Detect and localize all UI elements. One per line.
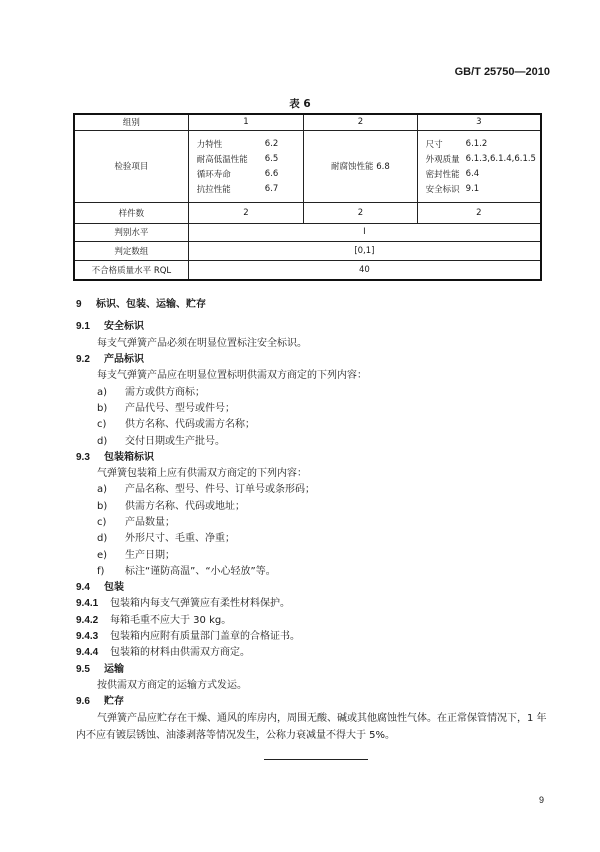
list-item: a) 需方或供方商标；	[97, 386, 205, 398]
end-rule	[264, 759, 368, 760]
table-item: 外观质量 6.1.3,6.1.4,6.1.5	[425, 153, 536, 165]
list-item: d) 外形尺寸、毛重、净重；	[97, 533, 235, 545]
paragraph: 每支气弹簧产品必须在明显位置标注安全标识。	[97, 337, 307, 349]
paragraph: 每支气弹簧产品应在明显位置标明供需双方商定的下列内容：	[97, 370, 367, 382]
array-label: 判定数组	[74, 241, 188, 260]
section-heading: 9.3 包装箱标识	[76, 451, 154, 463]
list-item: a) 产品名称、型号、件号、订单号或条形码；	[97, 484, 315, 496]
group-1-header: 1	[188, 114, 303, 130]
paragraph: 气弹簧包装箱上应有供需双方商定的下列内容：	[97, 468, 307, 480]
table-item: 力特性 6.2	[196, 138, 279, 150]
section-heading: 9.4 包装	[76, 582, 124, 594]
section-heading: 9.6 贮存	[76, 696, 124, 708]
sample-count-2: 2	[304, 202, 418, 223]
section-heading: 9 标识、包装、运输、贮存	[76, 299, 206, 311]
table-item: 密封性能 6.4	[425, 168, 480, 180]
subsection-item: 9.4.3 包装箱内应附有质量部门盖章的合格证书。	[76, 631, 300, 643]
group-2-items: 耐腐蚀性能 6.8	[304, 130, 418, 202]
rql-label: 不合格质量水平 RQL	[74, 260, 188, 280]
level-label: 判别水平	[74, 223, 188, 241]
group-label: 组别	[74, 114, 188, 130]
rql-value: 40	[188, 260, 541, 280]
subsection-item: 9.4.1 包装箱内每支气弹簧应有柔性材料保护。	[76, 598, 290, 610]
list-item: c) 供方名称、代码或需方名称；	[97, 419, 255, 431]
paragraph: 气弹簧产品应贮存在干燥、通风的库房内，周围无酸、碱或其他腐蚀性气体。在正常保管情况下，1 年内不应有镀层锈蚀、油漆剥落等情况发生，公称力衰减量不得大于 5%。	[76, 713, 547, 742]
list-item: b) 产品代号、型号或件号；	[97, 402, 235, 414]
section-heading: 9.5 运输	[76, 663, 124, 675]
sample-count-3: 2	[417, 202, 541, 223]
list-item: f) 标注“谨防高温”、“小心轻放”等。	[97, 565, 276, 577]
sample-count-1: 2	[188, 202, 303, 223]
section-heading: 9.1 安全标识	[76, 321, 144, 333]
list-item: d) 交付日期或生产批号。	[97, 435, 225, 447]
group-3-items	[417, 130, 541, 202]
table-item: 安全标识 9.1	[425, 183, 480, 195]
table-item: 耐高低温性能 6.5	[196, 153, 279, 165]
standard-code: GB/T 25750—2010	[454, 66, 550, 78]
array-value: [0,1]	[188, 241, 541, 260]
subsection-item: 9.4.4 包装箱的材料由供需双方商定。	[76, 647, 250, 659]
document-body	[76, 297, 556, 744]
subsection-item: 9.4.2 每箱毛重不应大于 30 kg。	[76, 614, 232, 626]
paragraph: 按供需双方商定的运输方式发运。	[97, 679, 247, 691]
sample-label: 样件数	[74, 202, 188, 223]
table-item: 抗拉性能 6.7	[196, 183, 279, 195]
section-heading: 9.2 产品标识	[76, 354, 144, 366]
group-3-header: 3	[417, 114, 541, 130]
table-item: 尺寸 6.1.2	[425, 138, 488, 150]
inspection-table	[73, 113, 542, 281]
group-2-header: 2	[304, 114, 418, 130]
table-item: 循环寿命 6.6	[196, 168, 279, 180]
table-title: 表 6	[289, 98, 311, 110]
list-item: e) 生产日期；	[97, 549, 175, 561]
level-value: Ⅰ	[188, 223, 541, 241]
group-1-items	[188, 130, 303, 202]
page-number: 9	[538, 795, 544, 805]
list-item: c) 产品数量；	[97, 517, 175, 528]
items-label: 检验项目	[74, 130, 188, 202]
list-item: b) 供需方名称、代码或地址；	[97, 500, 245, 512]
